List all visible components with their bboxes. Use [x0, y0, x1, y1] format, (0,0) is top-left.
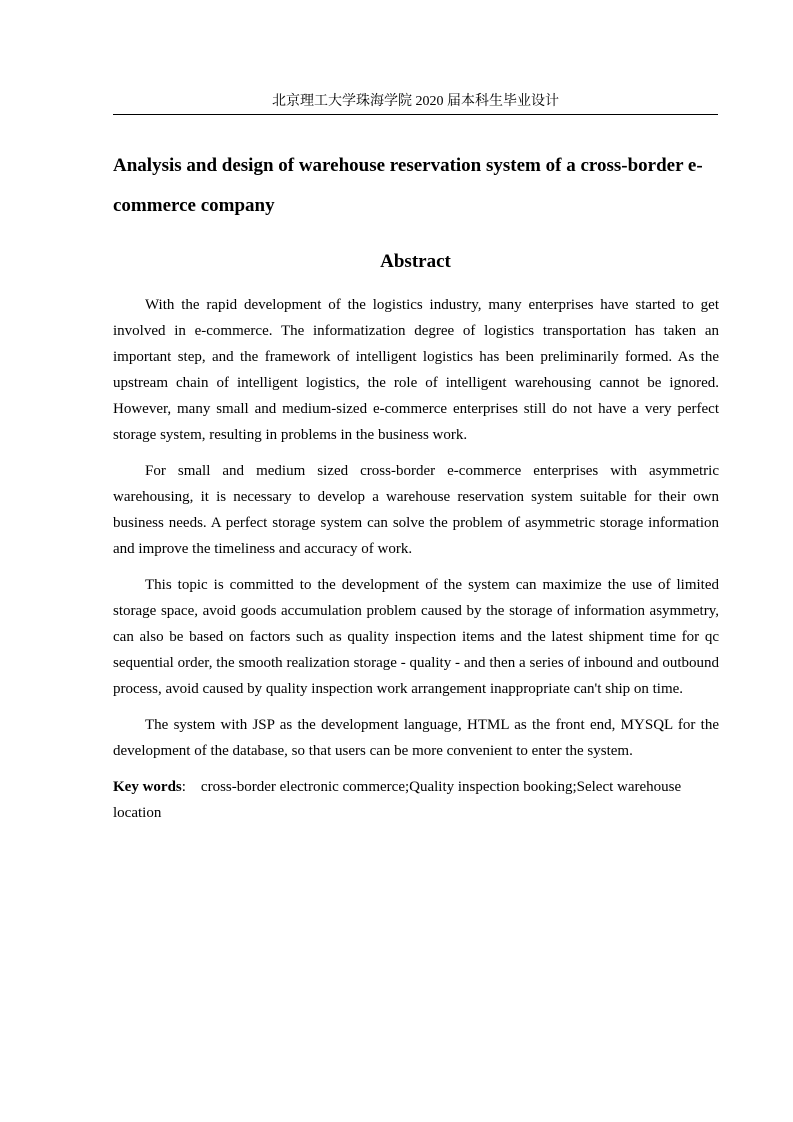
abstract-paragraph-1: With the rapid development of the logistics industry, many enterprises have started to get involved in e-commerce. The informatization degree of logistics transportation has taken an important step, and the framework of intelligent logistics has been preliminarily formed. As the upstream chain of intelligent logistics, the role of intelligent warehousing cannot be ignored. However, many small and medium-sized e-commerce enterprises still do not have a very perfect storage system, resulting in problems in the business work.	[113, 297, 719, 443]
running-header: 北京理工大学珠海学院 2020 届本科生毕业设计	[272, 94, 559, 109]
header-divider	[113, 114, 718, 115]
abstract-paragraph-3: This topic is committed to the development of the system can maximize the use of limited storage space, avoid goods accumulation problem caused by the storage of information asymmetry, can also be based on factors such as quality inspection items and the latest shipment time for qc sequential order, the smooth realization storage - quality - and then a series of inbound and outbound process, avoid caused by quality inspection work arrangement inappropriate can't ship on time.	[113, 577, 719, 697]
keywords-text: cross-border electronic commerce;Quality inspection booking;Select warehouse location	[113, 779, 682, 821]
abstract-body	[113, 292, 719, 826]
abstract-heading: Abstract	[380, 251, 451, 272]
abstract-paragraph-4: The system with JSP as the development language, HTML as the front end, MYSQL for the development of the database, so that users can be more convenient to enter the system.	[113, 717, 719, 759]
thesis-title: Analysis and design of warehouse reservation system of a cross-border e-commerce company	[113, 155, 703, 216]
keywords-separator: :	[181, 779, 186, 795]
keywords-line	[113, 774, 719, 826]
keywords-label: Key words	[113, 779, 182, 795]
abstract-paragraph-2: For small and medium sized cross-border e-commerce enterprises with asymmetric warehousing, it is necessary to develop a warehouse reservation system suitable for their own business needs. A perfect storage system can solve the problem of asymmetric storage information and improve the timeliness and accuracy of work.	[113, 463, 719, 557]
